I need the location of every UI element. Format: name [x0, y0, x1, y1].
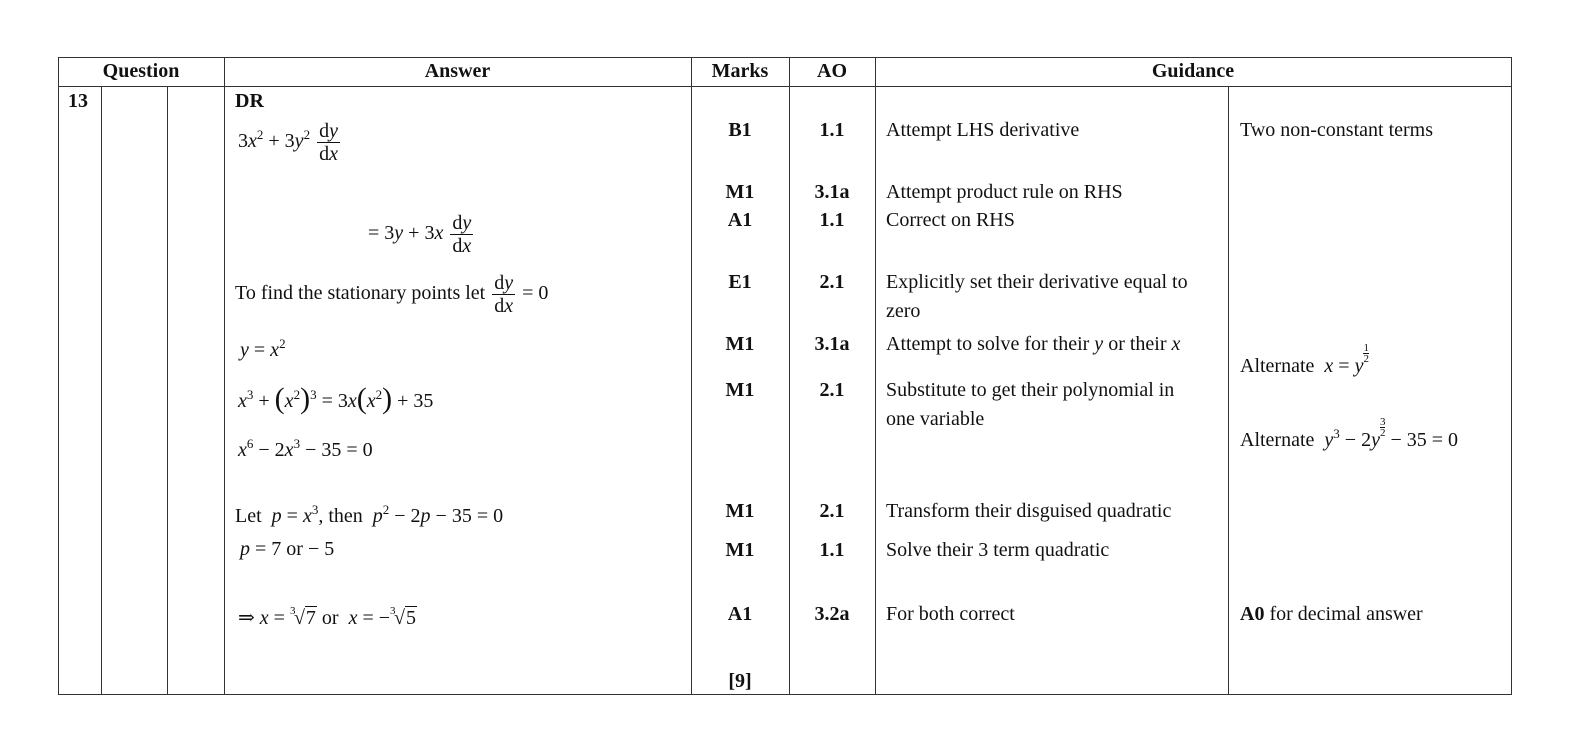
ao-1: 1.1: [819, 119, 845, 141]
guidance-col-divider: [875, 57, 876, 695]
mark-9: A1: [727, 603, 753, 625]
guidance-7: Transform their disguised quadratic: [886, 500, 1172, 522]
mark-7: M1: [725, 500, 755, 522]
mark-3: A1: [727, 209, 753, 231]
extra-guidance-5: Alternate x = y $\frac{1}{2}$: [1240, 342, 1369, 377]
table-right-border: [1511, 57, 1512, 695]
guidance-4: Explicitly set their derivative equal to: [886, 271, 1188, 293]
guidance-9: For both correct: [886, 603, 1015, 625]
header-guidance: Guidance: [1151, 60, 1235, 82]
extra-guidance-1: Two non-constant terms: [1240, 119, 1434, 141]
guidance-6-cont: one variable: [886, 408, 985, 430]
guidance-2: Attempt product rule on RHS: [886, 181, 1123, 203]
mark-1: B1: [728, 119, 752, 141]
ao-3: 1.1: [819, 209, 845, 231]
ao-2: 3.1a: [814, 181, 850, 203]
ao-9: 3.2a: [814, 603, 850, 625]
header-question: Question: [102, 60, 180, 82]
question-subcol-divider-2: [167, 87, 168, 695]
answer-disguised-quadratic: Let $p = x^3$, then $p^2 - 2p - 35 = 0$: [235, 502, 504, 527]
guidance-4-cont: zero: [886, 300, 921, 322]
answer-substitution: $x^3 + (x^2)^3 = 3x(x^2) + 35$: [238, 382, 434, 415]
method-label: DR: [235, 90, 264, 112]
marks-col-divider: [691, 57, 692, 695]
total-marks: [9]: [728, 670, 752, 692]
mark-2: M1: [725, 181, 755, 203]
table-bottom-border: [58, 694, 1512, 695]
guidance-6: Substitute to get their polynomial in: [886, 379, 1175, 401]
table-left-border: [58, 57, 59, 695]
answer-y-equals-x-squared: $y = x^2$: [240, 336, 286, 361]
guidance-3: Correct on RHS: [886, 209, 1015, 231]
answer-col-divider: [224, 57, 225, 695]
header-bottom-border: [58, 86, 1512, 87]
mark-8: M1: [725, 539, 755, 561]
question-subcol-divider-1: [101, 87, 102, 695]
guidance-8: Solve their 3 term quadratic: [886, 539, 1110, 561]
header-answer: Answer: [424, 60, 491, 82]
answer-lhs-derivative: $3x^2 + 3y^2$ $\frac{dy}{dx}$: [238, 120, 338, 165]
answer-polynomial: $x^6 - 2x^3 - 35 = 0$: [238, 436, 373, 461]
mark-6: M1: [725, 379, 755, 401]
answer-rhs-derivative: = 3y + 3x $\frac{dy}{dx}$: [368, 212, 472, 257]
header-marks: Marks: [711, 60, 769, 82]
guidance-5: Attempt to solve for their y or their x: [886, 333, 1181, 355]
answer-x-solutions: ⇒ x = 3 √7 or x = − 3 √5: [238, 605, 417, 629]
mark-5: M1: [725, 333, 755, 355]
extra-guidance-9: A0 for decimal answer: [1240, 603, 1423, 625]
answer-p-solutions: p = 7 or − 5: [240, 538, 335, 560]
question-number: 13: [68, 90, 88, 112]
ao-7: 2.1: [819, 500, 845, 522]
header-ao: AO: [817, 60, 847, 82]
mark-4: E1: [728, 271, 752, 293]
ao-8: 1.1: [819, 539, 845, 561]
ao-col-divider: [789, 57, 790, 695]
guidance-1: Attempt LHS derivative: [886, 119, 1080, 141]
ao-6: 2.1: [819, 379, 845, 401]
answer-stationary-points: To find the stationary points let $\frac{dy}{dx}$ = 0: [235, 272, 549, 317]
ao-4: 2.1: [819, 271, 845, 293]
extra-guidance-6: Alternate $y^3 - 2y$ $\frac{3}{2}$ − 35 = 0: [1240, 416, 1459, 451]
ao-5: 3.1a: [814, 333, 850, 355]
guidance-subcol-divider: [1228, 87, 1229, 695]
